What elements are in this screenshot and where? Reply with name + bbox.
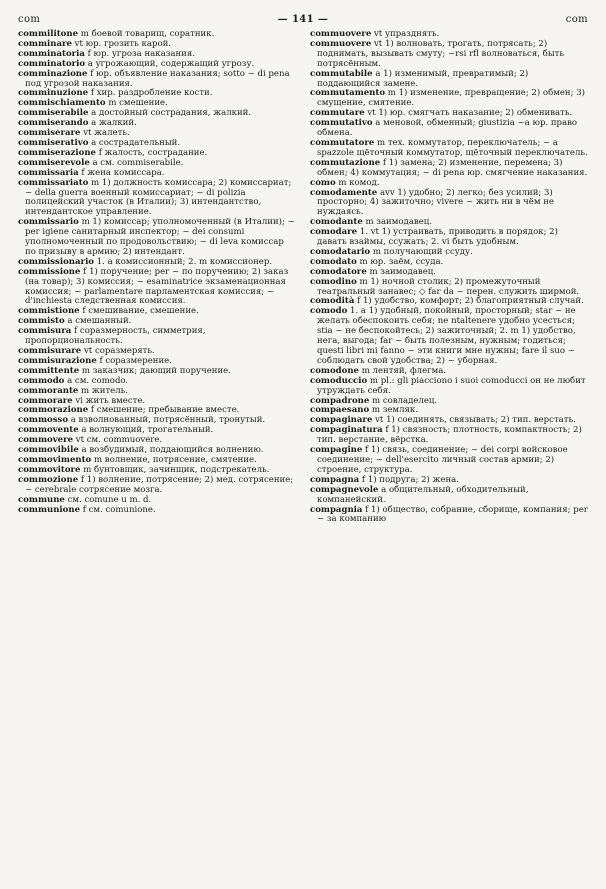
entry-definition: f соразмерность, симметрия, пропорциональность. bbox=[25, 326, 206, 347]
entry-definition: vt 1) соединять, связывать; 2) тип. верстать. bbox=[372, 415, 576, 426]
entry-headword: comminare bbox=[18, 38, 72, 49]
entry-headword: commosso bbox=[18, 415, 69, 426]
dictionary-entry bbox=[18, 476, 296, 496]
entry-headword: comminatoria bbox=[18, 48, 85, 59]
dictionary-entry bbox=[310, 377, 588, 397]
dictionary-entry bbox=[18, 218, 296, 258]
entry-definition: f юр. объявление наказания; sotto ~ di pena под угрозой наказания. bbox=[25, 68, 290, 89]
entry-headword: commilitone bbox=[18, 29, 79, 39]
entry-definition: m совладелец. bbox=[369, 395, 438, 406]
entry-headword: commune bbox=[18, 494, 65, 505]
entry-headword: comodare bbox=[310, 227, 358, 238]
entry-definition: m смешение. bbox=[105, 98, 168, 109]
entry-headword: commovitore bbox=[18, 464, 81, 475]
dictionary-entry bbox=[18, 268, 296, 308]
dictionary-entry bbox=[18, 70, 296, 90]
running-head-left: com bbox=[18, 14, 41, 25]
entry-headword: compagnia bbox=[310, 504, 363, 515]
entry-headword: commiserabile bbox=[18, 108, 89, 119]
dictionary-entry bbox=[310, 89, 588, 109]
entry-definition: m тех. коммутатор, переключатель; ~ a spazzole щёточный коммутатор, щёточный переключатель. bbox=[317, 137, 588, 158]
entry-definition: vt см. commuovere. bbox=[73, 435, 163, 446]
dictionary-entry bbox=[310, 40, 588, 70]
entry-definition: a жалкий. bbox=[88, 118, 137, 129]
entry-definition: 1. vt 1) устраивать, приводить в порядок; 2) давать взаймы, ссужать; 2. vi быть удобным. bbox=[317, 227, 558, 248]
entry-definition: f соразмерение. bbox=[96, 355, 172, 366]
entry-headword: commuovere bbox=[310, 38, 372, 49]
dictionary-entry bbox=[310, 426, 588, 446]
page-header bbox=[18, 10, 588, 30]
entry-definition: avv 1) удобно; 2) легко; без усилий; 3) просторно; 4) зажиточно; vivere ~ жить ни в чём не нуждаясь. bbox=[317, 187, 554, 218]
entry-definition: a взволнованный, потрясённый, тронутый. bbox=[68, 415, 266, 426]
entry-definition: vi жить вместе. bbox=[72, 395, 146, 406]
entry-headword: commorazione bbox=[18, 405, 89, 416]
entry-headword: comminuzione bbox=[18, 88, 89, 99]
entry-definition: a общительный, обходительный, компанейский. bbox=[317, 484, 529, 505]
entry-headword: comodo bbox=[310, 306, 348, 317]
entry-definition: f см. comunione. bbox=[80, 504, 156, 515]
entry-headword: comodino bbox=[310, 276, 357, 287]
entry-definition: m волнение, потрясение, смятение. bbox=[91, 454, 257, 465]
dictionary-entry bbox=[18, 179, 296, 219]
entry-headword: comodante bbox=[310, 217, 363, 228]
entry-definition: f 1) поручение; per ~ по поручению; 2) заказ (на товар); 3) комиссия; ~ esaminatrice экзаменационная комиссия; ~ parlamentare парламентская комиссия; ~ d'inchiesta следственная комиссия. bbox=[25, 266, 289, 307]
entry-definition: a меновой, обменный; giustizia ~a юр. право обмена. bbox=[317, 118, 578, 139]
entry-definition: a возбудимый, поддающийся волнению. bbox=[78, 445, 264, 456]
entry-definition: f 1) волнение, потрясение; 2) мед. сотрясение; ~ cerebrale сотрясение мозга. bbox=[25, 474, 294, 495]
entry-definition: vt соразмерять. bbox=[81, 346, 155, 356]
entry-headword: communione bbox=[18, 504, 81, 515]
entry-definition: m бунтовщик, зачинщик, подстрекатель. bbox=[80, 464, 270, 475]
entry-definition: m боевой товарищ, соратник. bbox=[78, 29, 215, 39]
entry-headword: comminatorio bbox=[18, 58, 86, 69]
entry-headword: compaesano bbox=[310, 405, 370, 416]
entry-definition: f 1) удобство, комфорт; 2) благоприятный случай. bbox=[354, 296, 584, 307]
entry-definition: f жена комиссара. bbox=[78, 167, 165, 178]
entry-definition: vt упразднять. bbox=[371, 29, 440, 39]
entry-definition: m 1) должность комиссара; 2) комиссариат; ~ della guerra военный комиссариат; ~ di polizia полицейский участок (в Италии); 3) интендантство, интендантское управление. bbox=[25, 177, 292, 218]
dictionary-entry bbox=[310, 278, 588, 298]
dictionary-entry bbox=[310, 70, 588, 90]
entry-definition: a см. comodo. bbox=[64, 375, 129, 386]
dictionary-entry bbox=[310, 159, 588, 179]
entry-definition: f хир. раздробление кости. bbox=[88, 88, 213, 99]
entry-headword: commuovere bbox=[310, 29, 372, 39]
entry-headword: comodatore bbox=[310, 266, 367, 277]
entry-definition: m 1) комиссар; уполномоченный (в Италии); ~ per igiene санитарный инспектор; ~ dei consumi уполномоченный по продовольствию; ~ di leva комиссар по призыву в армию; 2) интендант. bbox=[25, 217, 295, 257]
entry-headword: compaginare bbox=[310, 415, 373, 426]
entry-definition: vt 1) юр. смягчать наказание; 2) обменивать. bbox=[364, 108, 573, 119]
entry-definition: f смешение; пребывание вместе. bbox=[88, 405, 240, 416]
entry-headword: comodone bbox=[310, 365, 359, 376]
entry-definition: 1. a комиссионный; 2. m комиссионер. bbox=[94, 256, 273, 267]
entry-headword: commozione bbox=[18, 474, 79, 485]
entry-definition: m заказчик; дающий поручение. bbox=[79, 365, 231, 376]
entry-headword: commiserando bbox=[18, 118, 89, 129]
entry-headword: committente bbox=[18, 365, 80, 376]
entry-headword: comodatario bbox=[310, 246, 371, 257]
entry-definition: см. comune u m. d. bbox=[64, 494, 152, 505]
dictionary-entry bbox=[310, 119, 588, 139]
entry-headword: commiserare bbox=[18, 128, 81, 139]
entry-headword: commutazione bbox=[310, 157, 381, 168]
entry-definition: m лентяй, флегма. bbox=[358, 365, 447, 376]
entry-definition: m юр. заём, ссуда. bbox=[356, 256, 444, 267]
entry-definition: f 1) связь, соединение; ~ dei corpi войсковое соединение; ~ dell'esercito личный состав армии; 2) строение, структура. bbox=[317, 445, 568, 475]
dictionary-entry bbox=[310, 486, 588, 506]
entry-headword: compagine bbox=[310, 445, 363, 456]
entry-definition: a достойный сострадания, жалкий. bbox=[88, 108, 252, 119]
entry-definition: a волнующий, трогательный. bbox=[78, 425, 214, 436]
entry-headword: commiserazione bbox=[18, 147, 96, 158]
entry-headword: commissaria bbox=[18, 167, 79, 178]
entry-definition: m заимодавец. bbox=[366, 266, 436, 277]
entry-definition: a 1) изменимый, превратимый; 2) поддающийся замене. bbox=[317, 68, 529, 89]
entry-definition: f смешивание, смешение. bbox=[79, 306, 199, 317]
entry-definition: m заимодавец. bbox=[362, 217, 432, 228]
entry-headword: commisurare bbox=[18, 346, 82, 356]
entry-headword: compagnevole bbox=[310, 484, 379, 495]
right-column bbox=[310, 30, 588, 525]
running-head-right: com bbox=[565, 14, 588, 25]
entry-definition: m земляк. bbox=[369, 405, 418, 416]
dictionary-entry bbox=[310, 228, 588, 248]
entry-definition: f жалость, сострадание. bbox=[95, 147, 208, 158]
entry-definition: 1. a 1) удобный, покойный, просторный; star ~ не желать обеспокоить себя; ne ntaltenere удобно усесться; stia ~ не беспокойтесь; 2) зажиточный; 2. m 1) удобство, нега, выгода; far ~ быть полезным, нужным; годиться; questi libri mi fanno ~ эти книги мне нужны; fare il suo ~ соблюдать свой удобства; 2) ~ уборная. bbox=[317, 306, 576, 366]
entry-headword: commovente bbox=[18, 425, 79, 436]
columns bbox=[18, 30, 588, 525]
entry-headword: compadrone bbox=[310, 395, 370, 406]
entry-headword: commisurazione bbox=[18, 355, 97, 366]
entry-headword: commorante bbox=[18, 385, 79, 396]
entry-headword: commissionario bbox=[18, 256, 95, 267]
entry-definition: m получающий ссуду. bbox=[370, 246, 473, 257]
entry-headword: comodità bbox=[310, 296, 355, 307]
entry-definition: f 1) замена; 2) изменение, перемена; 3) обмен; 4) коммутация; ~ di pena юр. смягчение наказания. bbox=[317, 157, 588, 178]
entry-definition: m комод. bbox=[335, 177, 380, 188]
entry-definition: vt жалеть. bbox=[80, 128, 130, 139]
entry-headword: comoduccio bbox=[310, 375, 368, 386]
entry-headword: commissario bbox=[18, 217, 79, 228]
entry-definition: a смешанный. bbox=[64, 316, 132, 327]
entry-headword: commistione bbox=[18, 306, 80, 317]
entry-headword: comodamente bbox=[310, 187, 378, 198]
entry-headword: commiserativo bbox=[18, 137, 89, 148]
entry-definition: m 1) изменение, превращение; 2) обмен; 3) смущение, смятение. bbox=[317, 88, 585, 109]
dictionary-entry bbox=[310, 307, 588, 366]
entry-definition: vt юр. грозить карой. bbox=[71, 38, 171, 49]
entry-headword: commutamento bbox=[310, 88, 386, 99]
entry-headword: comminazione bbox=[18, 68, 88, 79]
entry-definition: m 1) ночной столик; 2) промежуточный театральный занавес; ◇ far da ~ перен. служить ширмой. bbox=[317, 276, 580, 297]
entry-headword: comodato bbox=[310, 256, 357, 267]
dictionary-entry bbox=[310, 446, 588, 476]
entry-headword: commovere bbox=[18, 435, 74, 446]
entry-definition: a см. commiserabile. bbox=[89, 157, 184, 168]
entry-headword: compagna bbox=[310, 474, 360, 485]
entry-headword: commutatore bbox=[310, 137, 375, 148]
entry-headword: commodo bbox=[18, 375, 65, 386]
dictionary-entry bbox=[310, 139, 588, 159]
page-number: — 141 — bbox=[277, 14, 329, 25]
entry-headword: compaginatura bbox=[310, 425, 383, 436]
entry-headword: commisura bbox=[18, 326, 72, 337]
entry-definition: vt 1) волновать, трогать, потрясать; 2) поднимать, вызывать смуту; ~rsi rfl волноваться, быть потрясённым. bbox=[317, 38, 565, 69]
dictionary-entry bbox=[310, 189, 588, 219]
entry-headword: commutare bbox=[310, 108, 365, 119]
entry-definition: f 1) подруга; 2) жена. bbox=[359, 474, 459, 485]
entry-definition: f 1) общество, собрание, сборище, компания; per ~ за компанию bbox=[317, 504, 588, 525]
entry-headword: commorare bbox=[18, 395, 73, 406]
entry-headword: commutativo bbox=[310, 118, 373, 129]
entry-headword: commischiamento bbox=[18, 98, 106, 109]
entry-headword: commiserevole bbox=[18, 157, 90, 168]
entry-definition: f 1) связность; плотность, компактность; 2) тип. верстание, вёрстка. bbox=[317, 425, 582, 446]
entry-headword: commovibile bbox=[18, 445, 79, 456]
dictionary-entry bbox=[18, 327, 296, 347]
entry-headword: commissione bbox=[18, 266, 81, 277]
entry-definition: a сострадательный. bbox=[88, 137, 181, 148]
entry-definition: m pl.: gli piacciono i suoi comoducci он не любит утруждать себя. bbox=[317, 375, 586, 396]
entry-definition: f юр. угроза наказания. bbox=[84, 48, 195, 59]
dictionary-entry bbox=[310, 506, 588, 526]
entry-headword: como bbox=[310, 177, 336, 188]
entry-definition: a угрожающий, содержащий угрозу. bbox=[85, 58, 255, 69]
left-column bbox=[18, 30, 296, 525]
entry-headword: commisto bbox=[18, 316, 65, 327]
entry-headword: commissariato bbox=[18, 177, 89, 188]
entry-definition: m житель. bbox=[78, 385, 129, 396]
entry-headword: commovimento bbox=[18, 454, 92, 465]
entry-headword: commutabile bbox=[310, 68, 373, 79]
dictionary-entry bbox=[18, 506, 296, 516]
